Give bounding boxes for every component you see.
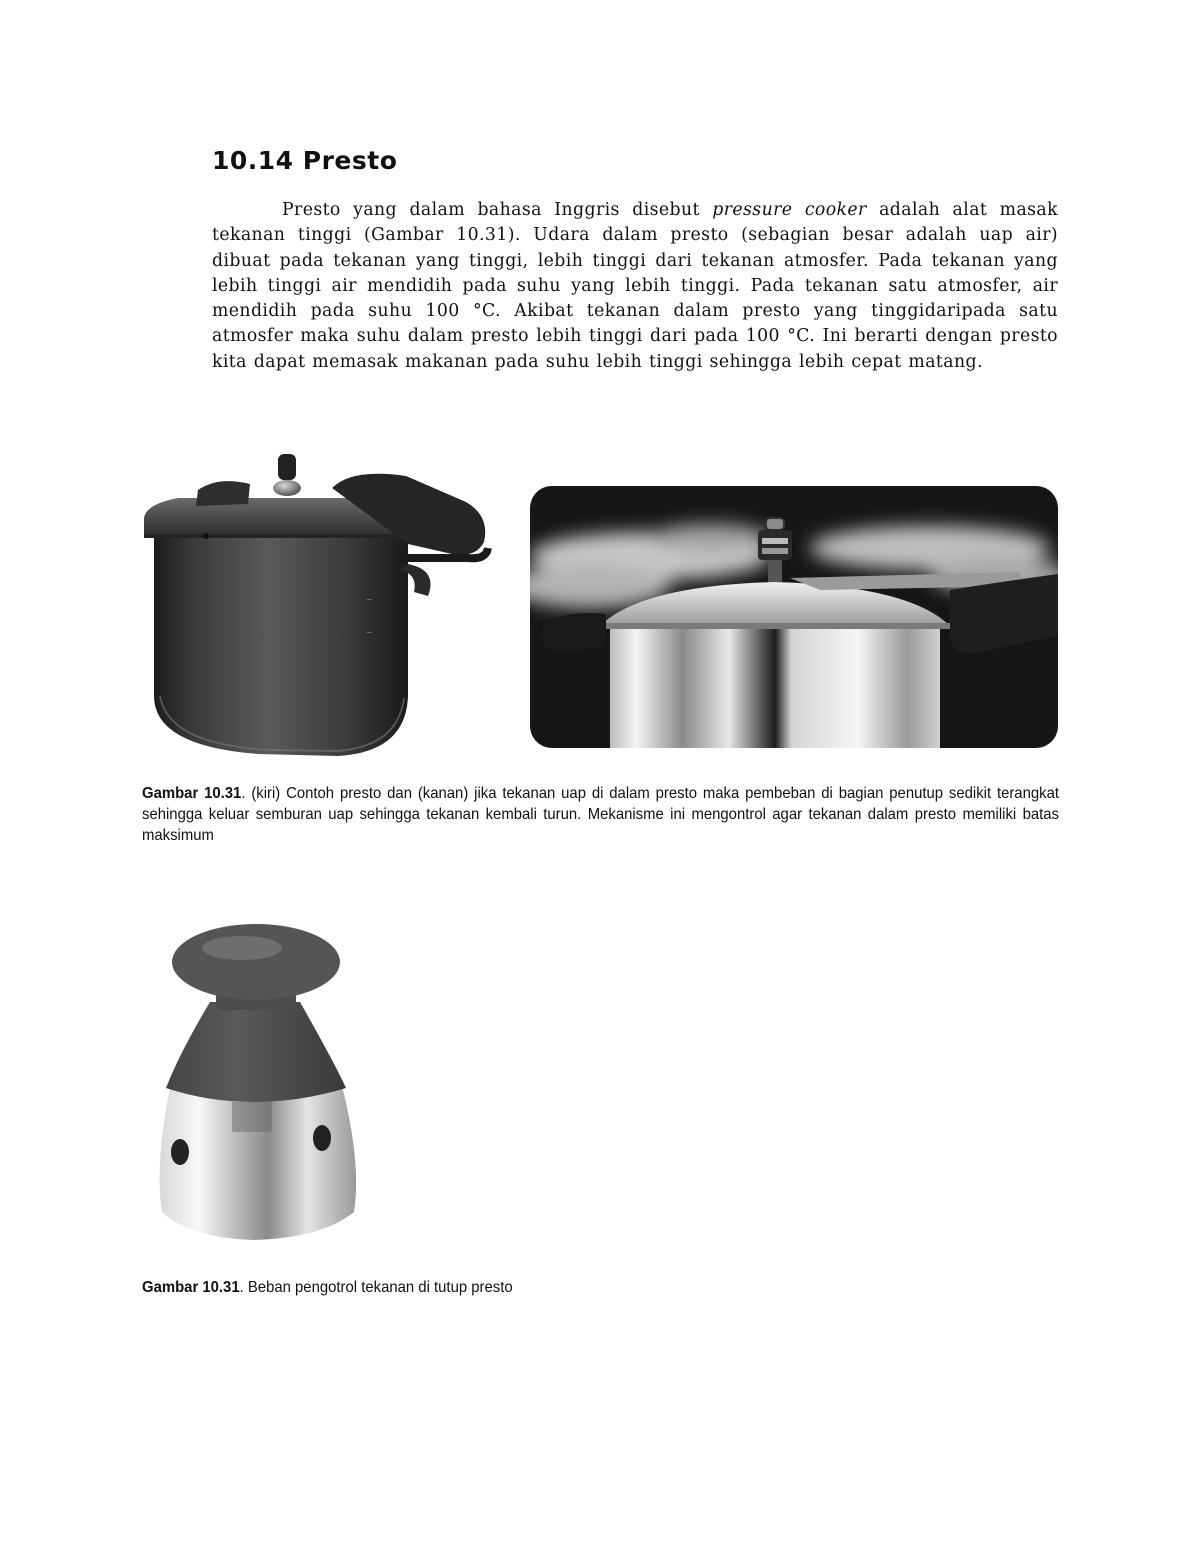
paragraph-text-1: Presto yang dalam bahasa Inggris disebut [282,200,713,220]
section-title: 10.14 Presto [212,146,398,175]
svg-text:—: — [366,629,372,636]
pressure-weight-image [150,922,366,1252]
figure-caption-1-label: Gambar 10.31 [142,785,242,802]
figure-caption-1-text: . (kiri) Contoh presto dan (kanan) jika tekanan uap di dalam presto maka pembeban di bagian penutup sedikit terangkat sehingga keluar semburan uap sehingga tekanan kembali turun. Mekanisme ini mengontrol agar tekanan dalam presto memiliki batas maksimum [142,785,1059,844]
figure-caption-2-label: Gambar 10.31 [142,1279,240,1296]
figure-caption-2-text: . Beban pengotrol tekanan di tutup presto [239,1279,513,1296]
figure-caption-2 [142,1277,886,1298]
steaming-pressure-cooker-image [530,486,1058,748]
body-paragraph [212,198,1058,375]
figure-caption-1 [142,783,1059,846]
paragraph-italic-term: pressure cooker [712,200,867,220]
svg-text:—: — [366,596,372,603]
pressure-cooker-image [138,446,494,764]
paragraph-text-2: adalah alat masak tekanan tinggi (Gambar 10.31). Udara dalam presto (sebagian besar adalah uap air) dibuat pada tekanan yang tinggi, lebih tinggi dari tekanan atmosfer. Pada tekanan yang lebih tinggi air mendidih pada suhu yang lebih tinggi. Pada tekanan satu atmosfer, air mendidih pada suhu 100 °C. Akibat tekanan dalam presto yang tinggidaripada satu atmosfer maka suhu dalam presto lebih tinggi dari pada 100 °C. Ini berarti dengan presto kita dapat memasak makanan pada suhu lebih tinggi sehingga lebih cepat matang. [212,200,1058,372]
